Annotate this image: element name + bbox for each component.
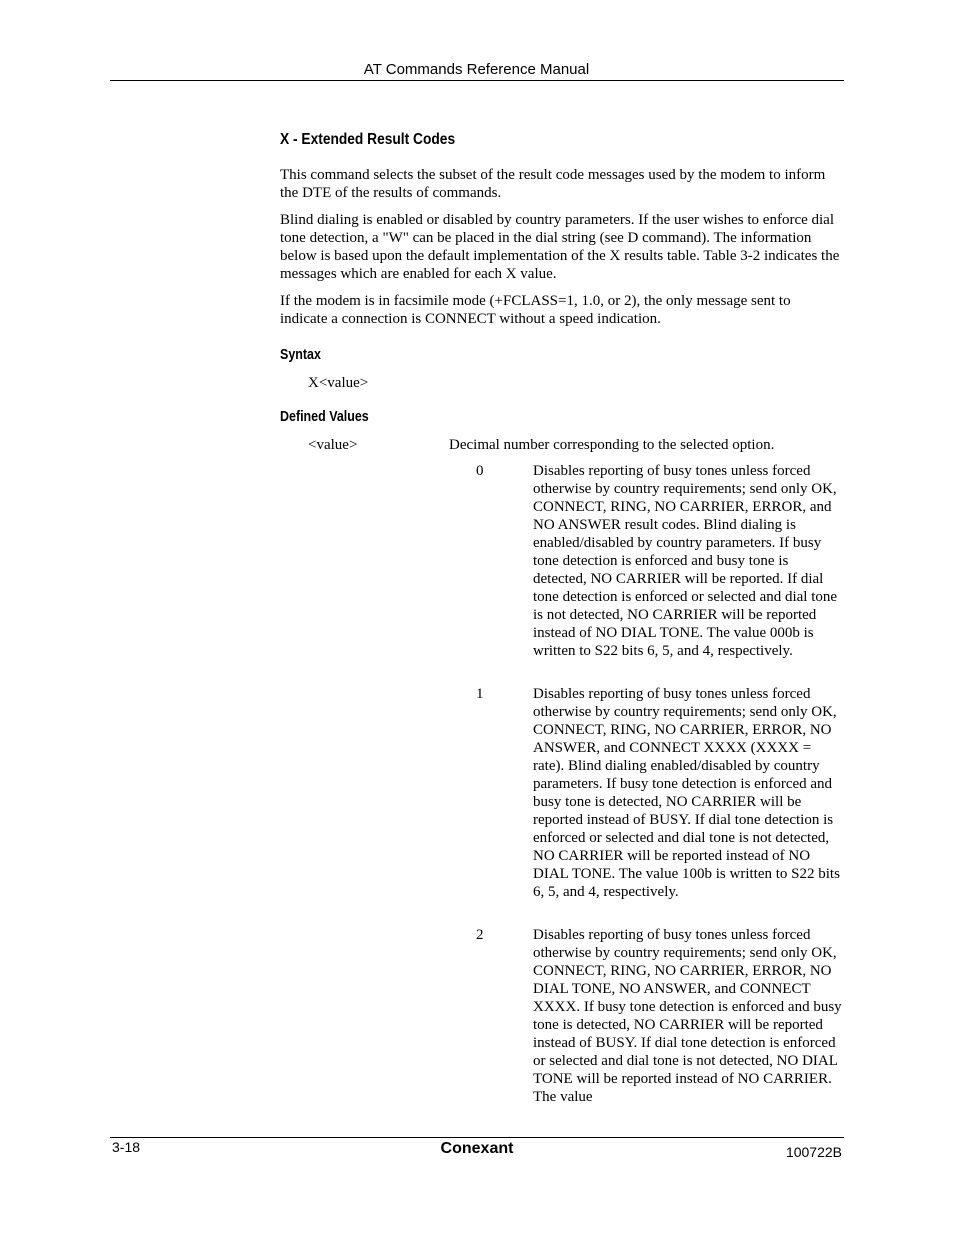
header-rule [110, 80, 844, 81]
defined-values-heading: Defined Values [280, 409, 369, 425]
running-header-title: AT Commands Reference Manual [363, 61, 590, 78]
option-0-number: 0 [476, 463, 484, 479]
option-1-number: 1 [476, 686, 484, 702]
section-title: X - Extended Result Codes [280, 131, 456, 148]
syntax-value: X<value> [308, 375, 369, 391]
intro-paragraph-2: Blind dialing is enabled or disabled by country parameters. If the user wishes to enforce dial tone detection, a "W" can be placed in the dial string (see D command). The information below is based upon the default implementation of the X results table. Table 3-2 indicates the messages which are enabled for each X value. [280, 212, 840, 282]
param-name: <value> [308, 437, 358, 453]
option-1-description: Disables reporting of busy tones unless forced otherwise by country requirements; send only OK, CONNECT, RING, NO CARRIER, ERROR, NO ANSWER, and CONNECT XXXX (XXXX = rate). Blind dialing enabled/disabled by country parameters. If busy tone detection is enforced and busy tone is detected, NO CARRIER will be reported instead of BUSY. If dial tone detection is enforced or selected and dial tone is not detected, NO CARRIER will be reported instead of NO DIAL TONE. The value 100b is written to S22 bits 6, 5, and 4, respectively. [533, 686, 840, 900]
footer-company: Conexant [440, 1140, 514, 1157]
page-number: 3-18 [112, 1139, 141, 1155]
intro-paragraph-3: If the modem is in facsimile mode (+FCLASS=1, 1.0, or 2), the only message sent to indicate a connection is CONNECT without a speed indication. [280, 293, 791, 327]
syntax-heading: Syntax [280, 347, 321, 363]
footer-rule [110, 1137, 844, 1138]
option-2-description: Disables reporting of busy tones unless forced otherwise by country requirements; send only OK, CONNECT, RING, NO CARRIER, ERROR, NO DIAL TONE, NO ANSWER, and CONNECT XXXX. If busy tone detection is enforced and busy tone is detected, NO CARRIER will be reported instead of BUSY. If dial tone detection is enforced or selected and dial tone is not detected, NO DIAL TONE will be reported instead of NO CARRIER. The value [533, 927, 842, 1105]
option-2-number: 2 [476, 927, 484, 943]
intro-paragraph-1: This command selects the subset of the result code messages used by the modem to inform the DTE of the results of commands. [280, 167, 826, 201]
param-description: Decimal number corresponding to the selected option. [449, 437, 775, 453]
option-0-description: Disables reporting of busy tones unless forced otherwise by country requirements; send only OK, CONNECT, RING, NO CARRIER, ERROR, and NO ANSWER result codes. Blind dialing is enabled/disabled by country parameters. If busy tone detection is enforced and busy tone is detected, NO CARRIER will be reported. If dial tone detection is enforced or selected and dial tone is not detected, NO CARRIER will be reported instead of NO DIAL TONE. The value 000b is written to S22 bits 6, 5, and 4, respectively. [533, 463, 838, 659]
document-number: 100722B [785, 1144, 842, 1160]
